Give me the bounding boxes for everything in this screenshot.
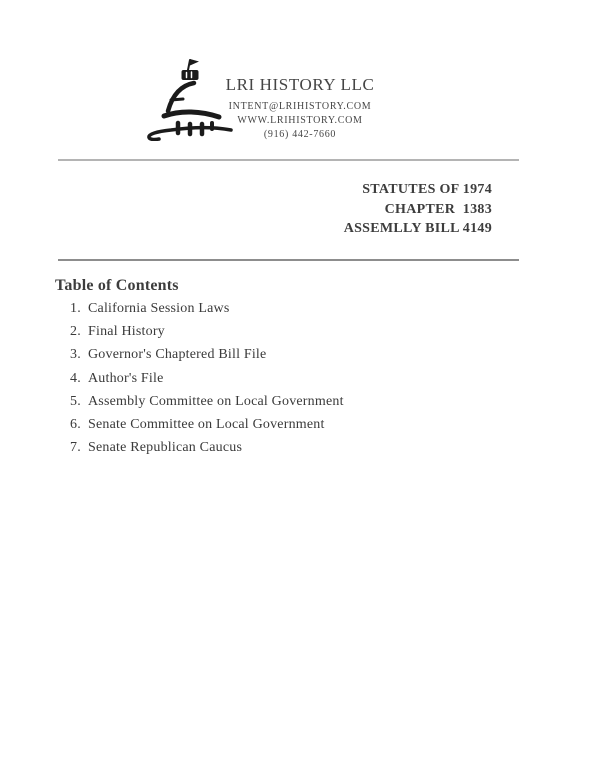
toc-item-number: 5. bbox=[70, 393, 81, 409]
divider-top bbox=[58, 159, 519, 161]
toc-item-label: Senate Republican Caucus bbox=[88, 440, 243, 456]
toc-item-number: 3. bbox=[70, 347, 81, 363]
toc-item bbox=[70, 417, 344, 440]
company-name: LRI HISTORY LLC bbox=[225, 75, 375, 94]
toc-item bbox=[70, 371, 344, 394]
toc-item bbox=[70, 394, 344, 417]
toc-item-number: 7. bbox=[70, 440, 81, 456]
toc-item-number: 4. bbox=[70, 370, 81, 386]
company-email: INTENT@LRIHISTORY.COM bbox=[228, 101, 372, 112]
toc-item-label: Author's File bbox=[88, 370, 164, 386]
statutes-line: STATUTES OF 1974 bbox=[362, 182, 492, 197]
toc-item bbox=[70, 440, 344, 463]
toc-item-number: 1. bbox=[70, 301, 81, 316]
toc-item-number: 2. bbox=[70, 324, 81, 340]
toc-item-label: Assembly Committee on Local Government bbox=[88, 393, 344, 409]
toc-item-label: California Session Laws bbox=[88, 301, 230, 316]
toc-item bbox=[70, 347, 344, 370]
toc-item-label: Governor's Chaptered Bill File bbox=[88, 347, 267, 363]
chapter-line: CHAPTER 1383 bbox=[384, 201, 492, 217]
toc-item bbox=[70, 324, 344, 347]
toc-item-number: 6. bbox=[70, 416, 81, 432]
toc-item bbox=[70, 301, 344, 324]
toc-item-label: Senate Committee on Local Government bbox=[88, 416, 325, 432]
toc-list bbox=[70, 301, 344, 463]
assembly-bill-line: ASSEMLLY BILL 4149 bbox=[343, 221, 492, 236]
letterhead-text-block bbox=[170, 76, 430, 142]
bill-reference-block bbox=[344, 180, 492, 239]
toc-item-label: Final History bbox=[88, 324, 165, 340]
toc-heading: Table of Contents bbox=[55, 277, 179, 294]
divider-bottom bbox=[58, 259, 519, 261]
company-website: WWW.LRIHISTORY.COM bbox=[237, 115, 363, 126]
company-phone: (916) 442-7660 bbox=[263, 129, 337, 140]
